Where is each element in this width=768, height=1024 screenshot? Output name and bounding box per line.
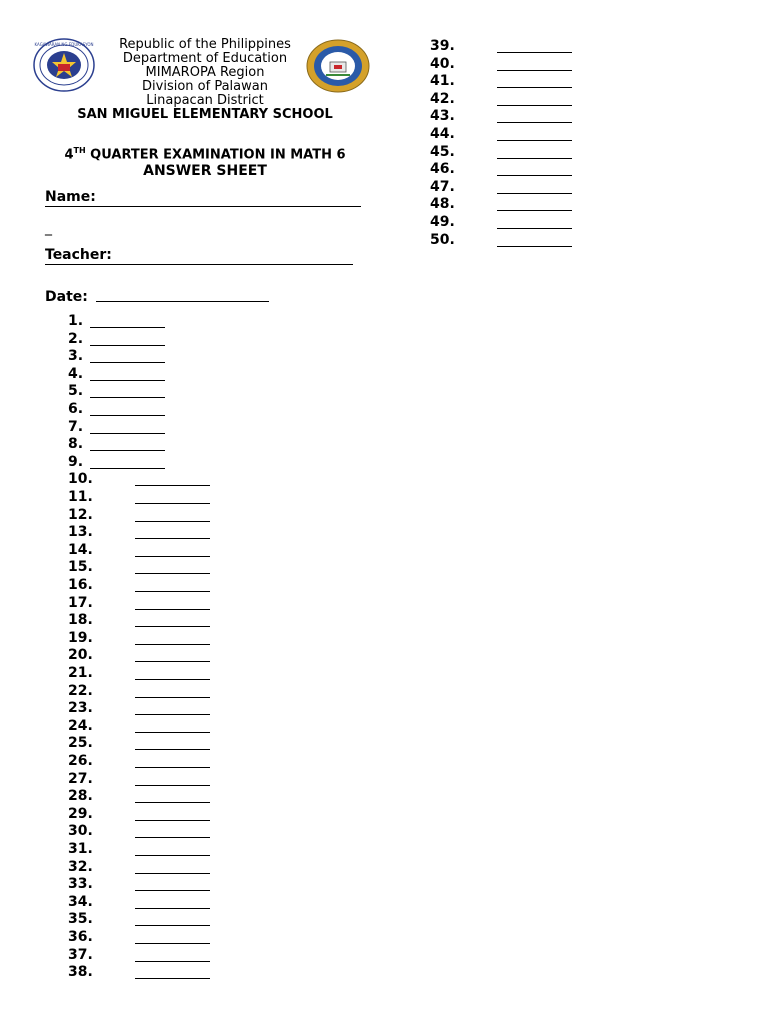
answer-blank[interactable] [135, 577, 210, 592]
answer-number: 39. [430, 38, 455, 54]
answer-blank[interactable] [497, 232, 572, 247]
answer-blank[interactable] [135, 630, 210, 645]
answer-item [68, 366, 83, 383]
answer-blank[interactable] [135, 823, 210, 838]
answer-blank[interactable] [135, 841, 210, 856]
answer-item [68, 947, 93, 964]
answer-number: 32. [68, 858, 93, 875]
teacher-field[interactable] [45, 264, 353, 265]
answer-number: 20. [68, 647, 93, 664]
answer-item [68, 383, 83, 400]
answer-number: 4. [68, 365, 84, 382]
answer-item [430, 126, 455, 143]
answer-blank[interactable] [135, 524, 210, 539]
teacher-label: Teacher: [45, 247, 112, 263]
answer-number: 16. [68, 577, 93, 593]
answer-item [68, 683, 93, 700]
answer-blank[interactable] [135, 859, 210, 874]
answer-blank[interactable] [497, 214, 572, 229]
answer-blank[interactable] [135, 665, 210, 680]
answer-item [68, 700, 93, 717]
answer-number: 30. [68, 823, 93, 840]
answer-number: 10. [68, 471, 93, 488]
answer-blank[interactable] [135, 489, 210, 504]
answer-item [68, 753, 93, 770]
answer-blank[interactable] [497, 56, 572, 71]
answer-number: 47. [430, 178, 455, 195]
answer-number: 28. [68, 788, 93, 805]
answer-item [430, 214, 455, 231]
answer-number: 49. [430, 214, 455, 230]
answer-number: 1. [68, 313, 84, 329]
answer-blank[interactable] [135, 507, 210, 522]
answer-item [68, 894, 93, 911]
answer-blank[interactable] [135, 806, 210, 821]
answer-item [68, 735, 93, 752]
answer-item [68, 806, 93, 823]
answer-number: 50. [430, 231, 455, 248]
answer-blank[interactable] [90, 419, 165, 434]
answer-item [68, 507, 93, 524]
answer-item [430, 91, 455, 108]
answer-blank[interactable] [135, 647, 210, 662]
answer-number: 42. [430, 90, 455, 107]
answer-item [430, 161, 455, 178]
header-line-division: Division of Palawan [142, 79, 268, 94]
answer-blank[interactable] [90, 401, 165, 416]
answer-blank[interactable] [135, 911, 210, 926]
exam-title-number: 4 [64, 147, 74, 163]
answer-item [430, 179, 455, 196]
answer-item [68, 313, 83, 330]
answer-number: 35. [68, 911, 93, 928]
answer-blank[interactable] [497, 161, 572, 176]
answer-blank[interactable] [135, 771, 210, 786]
answer-number: 13. [68, 524, 93, 541]
answer-number: 25. [68, 735, 93, 752]
answer-number: 9. [68, 453, 84, 470]
answer-sheet-title: ANSWER SHEET [143, 163, 267, 179]
answer-item [68, 559, 93, 576]
answer-number: 41. [430, 73, 455, 90]
date-field[interactable] [96, 290, 269, 302]
answer-number: 14. [68, 541, 93, 558]
answer-item [68, 524, 93, 541]
exam-title-rest: QUARTER EXAMINATION IN MATH 6 [85, 147, 346, 163]
answer-number: 18. [68, 612, 93, 629]
answer-item [430, 38, 455, 55]
name-label: Name: [45, 189, 96, 205]
answer-item [68, 665, 93, 682]
answer-item [68, 348, 83, 365]
answer-number: 21. [68, 665, 93, 681]
header-line-department: Department of Education [122, 51, 288, 66]
answer-blank[interactable] [497, 38, 572, 53]
answer-item [68, 471, 93, 488]
answer-item [68, 718, 93, 735]
answer-blank[interactable] [135, 876, 210, 891]
answer-number: 3. [68, 348, 84, 365]
answer-blank[interactable] [90, 313, 165, 328]
answer-number: 7. [68, 418, 84, 435]
exam-title [40, 146, 370, 162]
answer-blank[interactable] [135, 929, 210, 944]
answer-number: 46. [430, 161, 455, 178]
answer-blank[interactable] [135, 683, 210, 698]
answer-number: 8. [68, 436, 84, 453]
answer-item [68, 929, 93, 946]
answer-item [430, 108, 455, 125]
answer-number: 43. [430, 108, 455, 125]
answer-blank[interactable] [135, 964, 210, 979]
answer-blank[interactable] [135, 542, 210, 557]
answer-number: 40. [430, 55, 455, 72]
answer-number: 23. [68, 700, 93, 717]
answer-item [430, 73, 455, 90]
answer-blank[interactable] [135, 947, 210, 962]
answer-item [430, 196, 455, 213]
answer-blank[interactable] [90, 454, 165, 469]
answer-item [430, 56, 455, 73]
answer-item [68, 612, 93, 629]
answer-blank[interactable] [135, 718, 210, 733]
answer-blank[interactable] [497, 179, 572, 194]
answer-item [68, 436, 83, 453]
answer-number: 11. [68, 489, 93, 505]
answer-number: 27. [68, 770, 93, 787]
answer-blank[interactable] [135, 595, 210, 610]
answer-number: 38. [68, 964, 93, 981]
answer-number: 36. [68, 929, 93, 945]
answer-item [68, 647, 93, 664]
answer-number: 15. [68, 559, 93, 576]
answer-blank[interactable] [135, 788, 210, 803]
answer-item [68, 841, 93, 858]
answer-number: 5. [68, 383, 84, 400]
answer-item [68, 859, 93, 876]
answer-blank[interactable] [135, 700, 210, 715]
answer-number: 44. [430, 126, 455, 142]
answer-blank[interactable] [90, 331, 165, 346]
answer-blank[interactable] [497, 196, 572, 211]
answer-number: 33. [68, 876, 93, 893]
answer-item [68, 823, 93, 840]
answer-blank[interactable] [497, 108, 572, 123]
answer-blank[interactable] [135, 612, 210, 627]
name-field-trail: _ [45, 220, 52, 236]
svg-text:KAGAWARAN NG EDUKASYON: KAGAWARAN NG EDUKASYON [34, 42, 94, 47]
answer-item [68, 911, 93, 928]
answer-number: 17. [68, 594, 93, 611]
answer-number: 34. [68, 893, 93, 910]
answer-item [430, 144, 455, 161]
answer-blank[interactable] [135, 753, 210, 768]
answer-blank[interactable] [497, 73, 572, 88]
answer-number: 29. [68, 805, 93, 822]
answer-item [68, 595, 93, 612]
answer-number: 48. [430, 196, 455, 213]
answer-number: 6. [68, 401, 84, 417]
answer-item [68, 577, 93, 594]
answer-blank[interactable] [135, 894, 210, 909]
answer-item [68, 964, 93, 981]
answer-item [68, 489, 93, 506]
name-field[interactable] [45, 206, 361, 207]
answer-blank[interactable] [90, 366, 165, 381]
answer-blank[interactable] [497, 91, 572, 106]
answer-blank[interactable] [135, 735, 210, 750]
answer-item [68, 771, 93, 788]
answer-item [68, 401, 83, 418]
header-line-district: Linapacan District [146, 93, 264, 108]
answer-item [430, 232, 455, 249]
answer-item [68, 876, 93, 893]
answer-item [68, 542, 93, 559]
answer-blank[interactable] [90, 436, 165, 451]
answer-number: 26. [68, 753, 93, 769]
answer-item [68, 419, 83, 436]
answer-number: 2. [68, 330, 84, 347]
answer-number: 45. [430, 143, 455, 160]
answer-item [68, 454, 83, 471]
exam-title-ordinal: TH [73, 146, 86, 155]
answer-item [68, 630, 93, 647]
answer-number: 31. [68, 841, 93, 857]
answer-blank[interactable] [497, 144, 572, 159]
answer-blank[interactable] [497, 126, 572, 141]
answer-blank[interactable] [90, 348, 165, 363]
school-name: SAN MIGUEL ELEMENTARY SCHOOL [77, 107, 333, 122]
answer-number: 24. [68, 717, 93, 734]
school-seal-logo [306, 39, 370, 93]
answer-item [68, 331, 83, 348]
answer-number: 12. [68, 506, 93, 523]
header-line-republic: Republic of the Philippines [119, 37, 291, 52]
answer-blank[interactable] [135, 559, 210, 574]
answer-blank[interactable] [90, 383, 165, 398]
date-label: Date: [45, 289, 88, 305]
answer-number: 22. [68, 682, 93, 699]
header-line-region: MIMAROPA Region [145, 65, 265, 80]
answer-number: 37. [68, 946, 93, 963]
answer-item [68, 788, 93, 805]
answer-blank[interactable] [135, 471, 210, 486]
answer-number: 19. [68, 629, 93, 646]
